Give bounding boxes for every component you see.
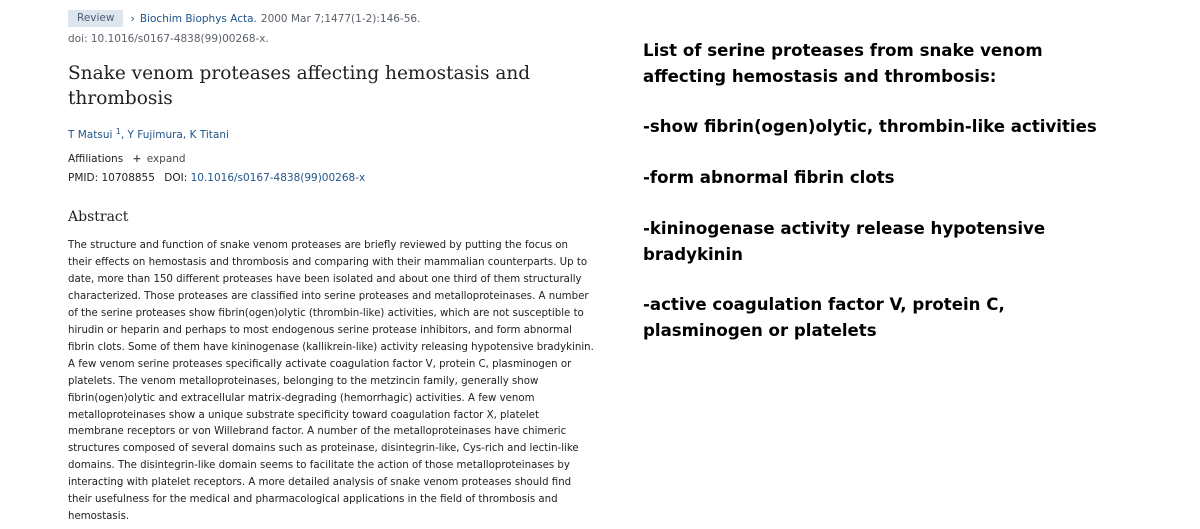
notes-heading bbox=[643, 38, 1143, 89]
abstract-line: membrane receptors or von Willebrand factor. A number of the metalloproteinases have chimeric bbox=[68, 426, 567, 438]
abstract-line: interacting with platelet receptors. A more detailed analysis of snake venom proteases should find bbox=[68, 477, 572, 489]
abstract-text bbox=[68, 238, 594, 526]
abstract-line: fibrin(ogen)olytic and extracellular matrix-degrading (hemorrhagic) activities. A few venom bbox=[68, 392, 535, 404]
expand-affiliations-button[interactable] bbox=[133, 153, 186, 165]
notes-item-line: -kininogenase activity release hypotensive bbox=[643, 219, 1046, 238]
doi-label: DOI: bbox=[164, 172, 188, 184]
notes-item-line: -show fibrin(ogen)olytic, thrombin-like activities bbox=[643, 117, 1097, 136]
abstract-line: A few venom serine proteases specifically activate coagulation factor V, protein C, plasminogen or bbox=[68, 358, 572, 370]
notes-item bbox=[643, 165, 1143, 191]
identifiers-row bbox=[68, 172, 365, 184]
abstract-line: The structure and function of snake venom proteases are briefly reviewed by putting the focus on bbox=[68, 240, 568, 251]
notes-item-line: -active coagulation factor V, protein C, bbox=[643, 295, 1005, 314]
abstract-line: metalloproteinases show a unique substrate specificity toward coagulation factor X, platelet bbox=[68, 409, 539, 421]
abstract-line: domains. The disintegrin-like domain seems to facilitate the action of those metalloproteinases by bbox=[68, 460, 570, 472]
citation-text: 2000 Mar 7;1477(1-2):146-56. bbox=[260, 12, 421, 25]
plus-icon: + bbox=[132, 153, 142, 165]
affiliation-ref[interactable]: 1 bbox=[115, 127, 121, 136]
author-link[interactable]: Y Fujimura bbox=[127, 129, 183, 141]
author-separator: , bbox=[120, 129, 128, 141]
chevron-right-icon: › bbox=[130, 12, 135, 25]
pmid-value: 10708855 bbox=[101, 172, 155, 184]
affiliations-label: Affiliations bbox=[68, 153, 124, 165]
journal-link[interactable]: Biochim Biophys Acta. bbox=[139, 12, 257, 25]
article-title: Snake venom proteases affecting hemostasis and thrombosis bbox=[68, 63, 531, 109]
author-list bbox=[68, 127, 229, 141]
notes-heading-line: affecting hemostasis and thrombosis: bbox=[643, 66, 997, 86]
notes-item-line: bradykinin bbox=[643, 244, 743, 264]
notes-item bbox=[643, 292, 1143, 343]
abstract-heading: Abstract bbox=[68, 209, 129, 225]
review-badge: Review bbox=[68, 10, 123, 27]
abstract-line: their usefulness for the medical and pharmacological applications in the field of thrombosis and bbox=[68, 494, 558, 506]
notes-item-line: -form abnormal fibrin clots bbox=[643, 168, 895, 187]
notes-heading-line: List of serine proteases from snake venom bbox=[643, 41, 1043, 60]
abstract-line: of the serine proteases show fibrin(ogen)olytic (thrombin-like) activities, which are not susceptible to bbox=[68, 307, 584, 319]
abstract-line: structures composed of several domains such as proteinase, disintegrin-like, Cys-rich and lectin-like bbox=[68, 443, 579, 455]
abstract-line: platelets. The venom metalloproteinases, belonging to the metzincin family, generally show bbox=[68, 375, 539, 387]
affiliations-row bbox=[68, 153, 186, 165]
abstract-line: characterized. Those proteases are classified into serine proteases and metalloproteinases. A number bbox=[68, 290, 589, 302]
notes-item-line: plasminogen or platelets bbox=[643, 320, 877, 340]
abstract-line: hirudin or heparin and perhaps to most endogenous serine protease inhibitors, and form abnormal bbox=[68, 324, 573, 336]
doi-line: doi: 10.1016/s0167-4838(99)00268-x. bbox=[68, 33, 269, 45]
author-separator: , bbox=[182, 129, 190, 141]
notes-item bbox=[643, 216, 1143, 267]
article-meta-row bbox=[68, 10, 420, 27]
author-link[interactable]: K Titani bbox=[189, 129, 229, 141]
abstract-line: their effects on hemostasis and thrombosis and comparing with their mammalian counterparts. Up to bbox=[68, 256, 588, 268]
pmid-label: PMID: bbox=[68, 172, 99, 184]
abstract-line: date, more than 150 different proteases have been isolated and about one third of them structurally bbox=[68, 273, 582, 285]
abstract-line: fibrin clots. Some of them have kininogenase (kallikrein-like) activity releasing hypotensive bradykinin. bbox=[68, 341, 594, 353]
doi-link[interactable]: 10.1016/s0167-4838(99)00268-x bbox=[190, 172, 366, 184]
author-link[interactable]: T Matsui bbox=[68, 129, 113, 141]
notes-item bbox=[643, 114, 1143, 140]
abstract-line: hemostasis. bbox=[68, 511, 130, 523]
expand-label: expand bbox=[146, 153, 186, 165]
